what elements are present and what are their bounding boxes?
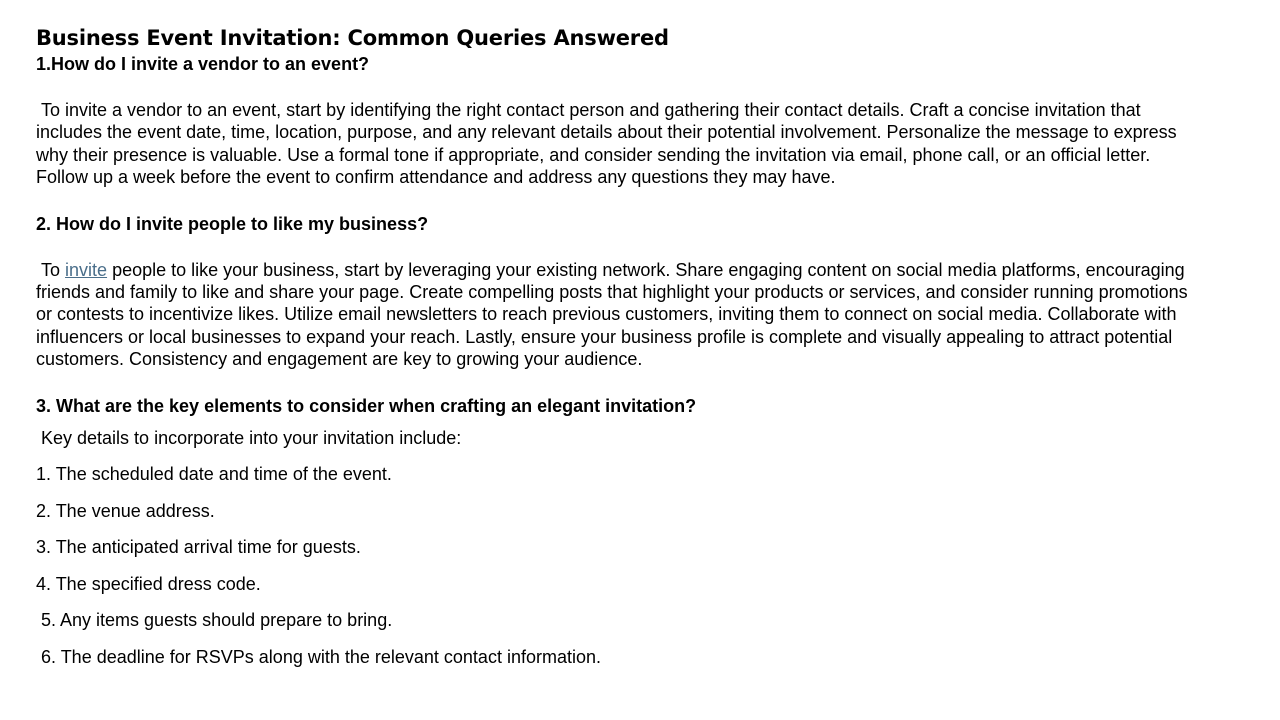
list-item: 4. The specified dress code. [36,573,261,594]
spacer [36,371,1240,393]
list-item: 6. The deadline for RSVPs along with the relevant contact information. [36,646,601,667]
page-title: Business Event Invitation: Common Queries Answered [36,26,669,50]
spacer [36,189,1240,211]
list-intro: Key details to incorporate into your invitation include: [36,427,462,448]
question-2: 2. How do I invite people to like my business? [36,213,429,234]
answer-2-prefix: To [36,259,66,280]
answer-1: To invite a vendor to an event, start by identifying the right contact person and gathering their contact details. Craft a concise invitation that includes the event date, time, location, purpose, and any relevant details about their potential involvement. Personalize the message to express why their presence is valuable. Use a formal tone if appropriate, and consider sending the invitation via email, phone call, or an official letter. Follow up a week before the event to confirm attendance and address any questions they may have. [36,100,1177,188]
list-item: 2. The venue address. [36,500,215,521]
list-item: 1. The scheduled date and time of the event. [36,464,392,485]
spacer [36,237,1240,259]
question-1: 1.How do I invite a vendor to an event? [36,54,370,74]
question-3: 3. What are the key elements to consider when crafting an elegant invitation? [36,395,697,416]
spacer [36,419,1240,427]
spacer [36,77,1240,99]
invite-link[interactable]: invite [65,259,108,280]
answer-2 [36,259,1240,371]
list-item: 3. The anticipated arrival time for guests. [36,537,361,558]
list-item: 5. Any items guests should prepare to bring. [36,610,393,631]
answer-2-suffix: people to like your business, start by leveraging your existing network. Share engaging content on social media platforms, encouraging friends and family to like and share your page. Create compelling posts that highlight your products or services, and consider running promotions or contests to incentivize likes. Utilize email newsletters to reach previous customers, inviting them to connect on social media. Collaborate with influencers or local businesses to expand your reach. Lastly, ensure your business profile is complete and visually appealing to attract potential customers. Consistency and engagement are key to growing your audience. [36,259,1188,370]
